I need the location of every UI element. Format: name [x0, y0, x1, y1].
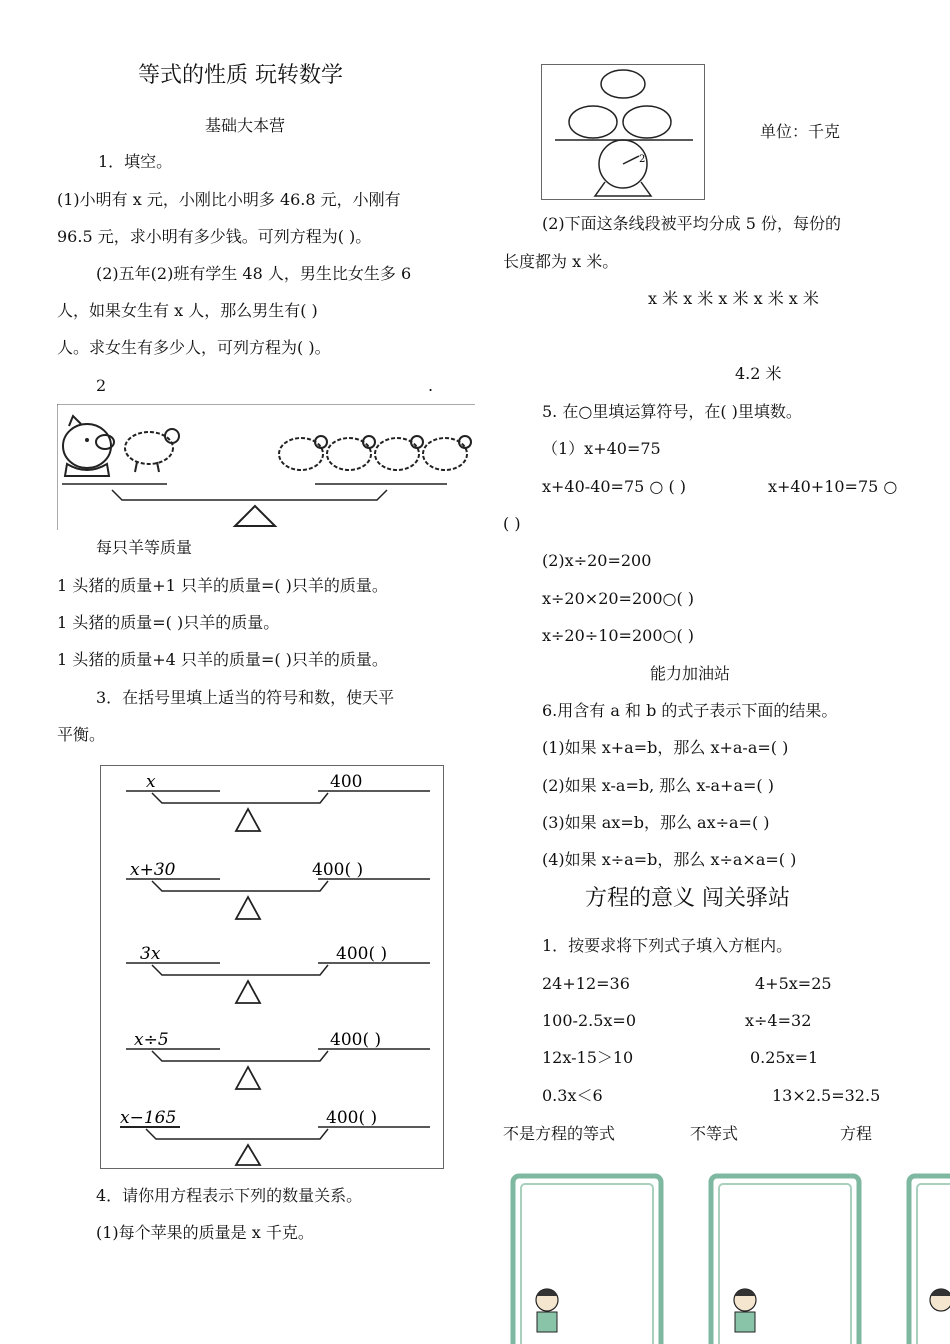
expression-item: 100-2.5x=0 [542, 1011, 636, 1030]
q1-part2-line1: (2)五年(2)班有学生 48 人，男生比女生多 6 [96, 264, 412, 283]
q4-2-line2: 长度都为 x 米。 [503, 252, 619, 271]
category-label: 不等式 [690, 1124, 739, 1143]
q4-line2: (1)每个苹果的质量是 x 千克。 [96, 1223, 314, 1242]
balance-left-label: 3x [140, 944, 161, 964]
q2-line1: 1 头猪的质量+1 只羊的质量=( )只羊的质量。 [57, 576, 388, 595]
page-title: 等式的性质 玩转数学 [138, 63, 343, 88]
q5-sub2-b: x÷20÷10=200○( ) [542, 626, 695, 645]
balance-right-label: 400( ) [326, 1108, 378, 1128]
balance-2 [126, 860, 430, 919]
balance-1 [126, 772, 430, 831]
answer-frame-3 [909, 1176, 950, 1344]
child-icon [536, 1289, 558, 1332]
scale-dial-label: 2 [639, 154, 646, 165]
apple-unit-label: 单位：千克 [760, 122, 841, 141]
expression-item: 0.3x＜6 [542, 1086, 603, 1105]
q2-line2: 1 头猪的质量=( )只羊的质量。 [57, 613, 280, 632]
answer-frames [505, 1168, 950, 1344]
balance-scale-icon [62, 484, 447, 526]
q1-part2-line2: 人，如果女生有 x 人，那么男生有( ) [57, 301, 318, 320]
q6-line2: (2)如果 x-a=b, 那么 x-a+a=( ) [542, 776, 774, 795]
q2-line3: 1 头猪的质量+4 只羊的质量=( )只羊的质量。 [57, 650, 388, 669]
category-label: 方程 [840, 1124, 873, 1143]
scale-dial-icon [595, 140, 651, 196]
q5-sub2: (2)x÷20=200 [542, 551, 652, 570]
q5-sub1-c: ( ) [503, 514, 521, 533]
apple-scale-figure [541, 64, 705, 200]
q1-part2-line3: 人。求女生有多少人，可列方程为( )。 [57, 338, 331, 357]
balance-left-label: x [146, 772, 156, 792]
balance-5 [120, 1108, 430, 1165]
balance-right-label: 400( ) [312, 860, 364, 880]
expression-item: 24+12=36 [542, 974, 630, 993]
expression-item: 12x-15＞10 [542, 1048, 634, 1067]
pig-icon [63, 416, 114, 476]
q5-title: 5. 在○里填运算符号，在( )里填数。 [542, 402, 802, 421]
expression-item: x÷4=32 [745, 1011, 812, 1030]
q5-sub1-b: x+40+10=75 ○ [768, 477, 898, 496]
category-label: 不是方程的等式 [503, 1124, 616, 1143]
q1-part1-line1: (1)小明有 x 元，小刚比小明多 46.8 元，小刚有 [57, 190, 401, 209]
section-heading-ability: 能力加油站 [650, 664, 731, 683]
q2-number: 2 [96, 376, 107, 395]
segment-total: 4.2 米 [735, 364, 782, 383]
q1-part1-line2: 96.5 元，求小明有多少钱。可列方程为( )。 [57, 227, 372, 246]
expression-item: 0.25x=1 [750, 1048, 819, 1067]
q5-sub2-a: x÷20×20=200○( ) [542, 589, 695, 608]
child-icon [930, 1289, 950, 1311]
expression-item: 4+5x=25 [755, 974, 832, 993]
segment-labels: x 米 x 米 x 米 x 米 x 米 [648, 289, 819, 308]
answer-frame-1 [513, 1176, 661, 1344]
balance-right-label: 400( ) [336, 944, 388, 964]
balance-4 [126, 1030, 430, 1089]
q6-line4: (4)如果 x÷a=b，那么 x÷a×a=( ) [542, 850, 797, 869]
q3-line1: 3．在括号里填上适当的符号和数，使天平 [96, 688, 395, 707]
pig-sheep-balance-figure [57, 404, 475, 530]
sheep-group-icon [279, 436, 471, 470]
child-icon [734, 1289, 756, 1332]
q5-sub1-a: x+40-40=75 ○ ( ) [542, 477, 687, 496]
apple-icon [569, 70, 671, 138]
q7-title: 1．按要求将下列式子填入方框内。 [542, 936, 793, 955]
answer-frame-2 [711, 1176, 859, 1344]
q4-2-line1: (2)下面这条线段被平均分成 5 份，每份的 [542, 214, 842, 233]
balance-right-label: 400 [330, 772, 363, 792]
q6-line3: (3)如果 ax=b，那么 ax÷a=( ) [542, 813, 770, 832]
balance-left-label: x−165 [120, 1108, 177, 1128]
balance-3 [126, 944, 430, 1003]
expression-item: 13×2.5=32.5 [772, 1086, 881, 1105]
sheep-icon [125, 429, 179, 472]
q5-sub1: （1）x+40=75 [542, 439, 661, 458]
balances-figure [100, 765, 444, 1169]
q6-title: 6.用含有 a 和 b 的式子表示下面的结果。 [542, 701, 838, 720]
q6-line1: (1)如果 x+a=b，那么 x+a-a=( ) [542, 738, 789, 757]
q3-line2: 平衡。 [57, 725, 106, 744]
balance-right-label: 400( ) [330, 1030, 382, 1050]
q4-line1: 4．请你用方程表示下列的数量关系。 [96, 1186, 363, 1205]
q2-dot: . [428, 376, 434, 395]
section-heading-basic: 基础大本营 [205, 116, 286, 135]
balance-left-label: x÷5 [134, 1030, 169, 1050]
q2-caption: 每只羊等质量 [96, 538, 193, 557]
q1-label: 1．填空。 [98, 152, 173, 171]
balance-left-label: x+30 [130, 860, 176, 880]
section-title-2: 方程的意义 闯关驿站 [585, 886, 790, 911]
